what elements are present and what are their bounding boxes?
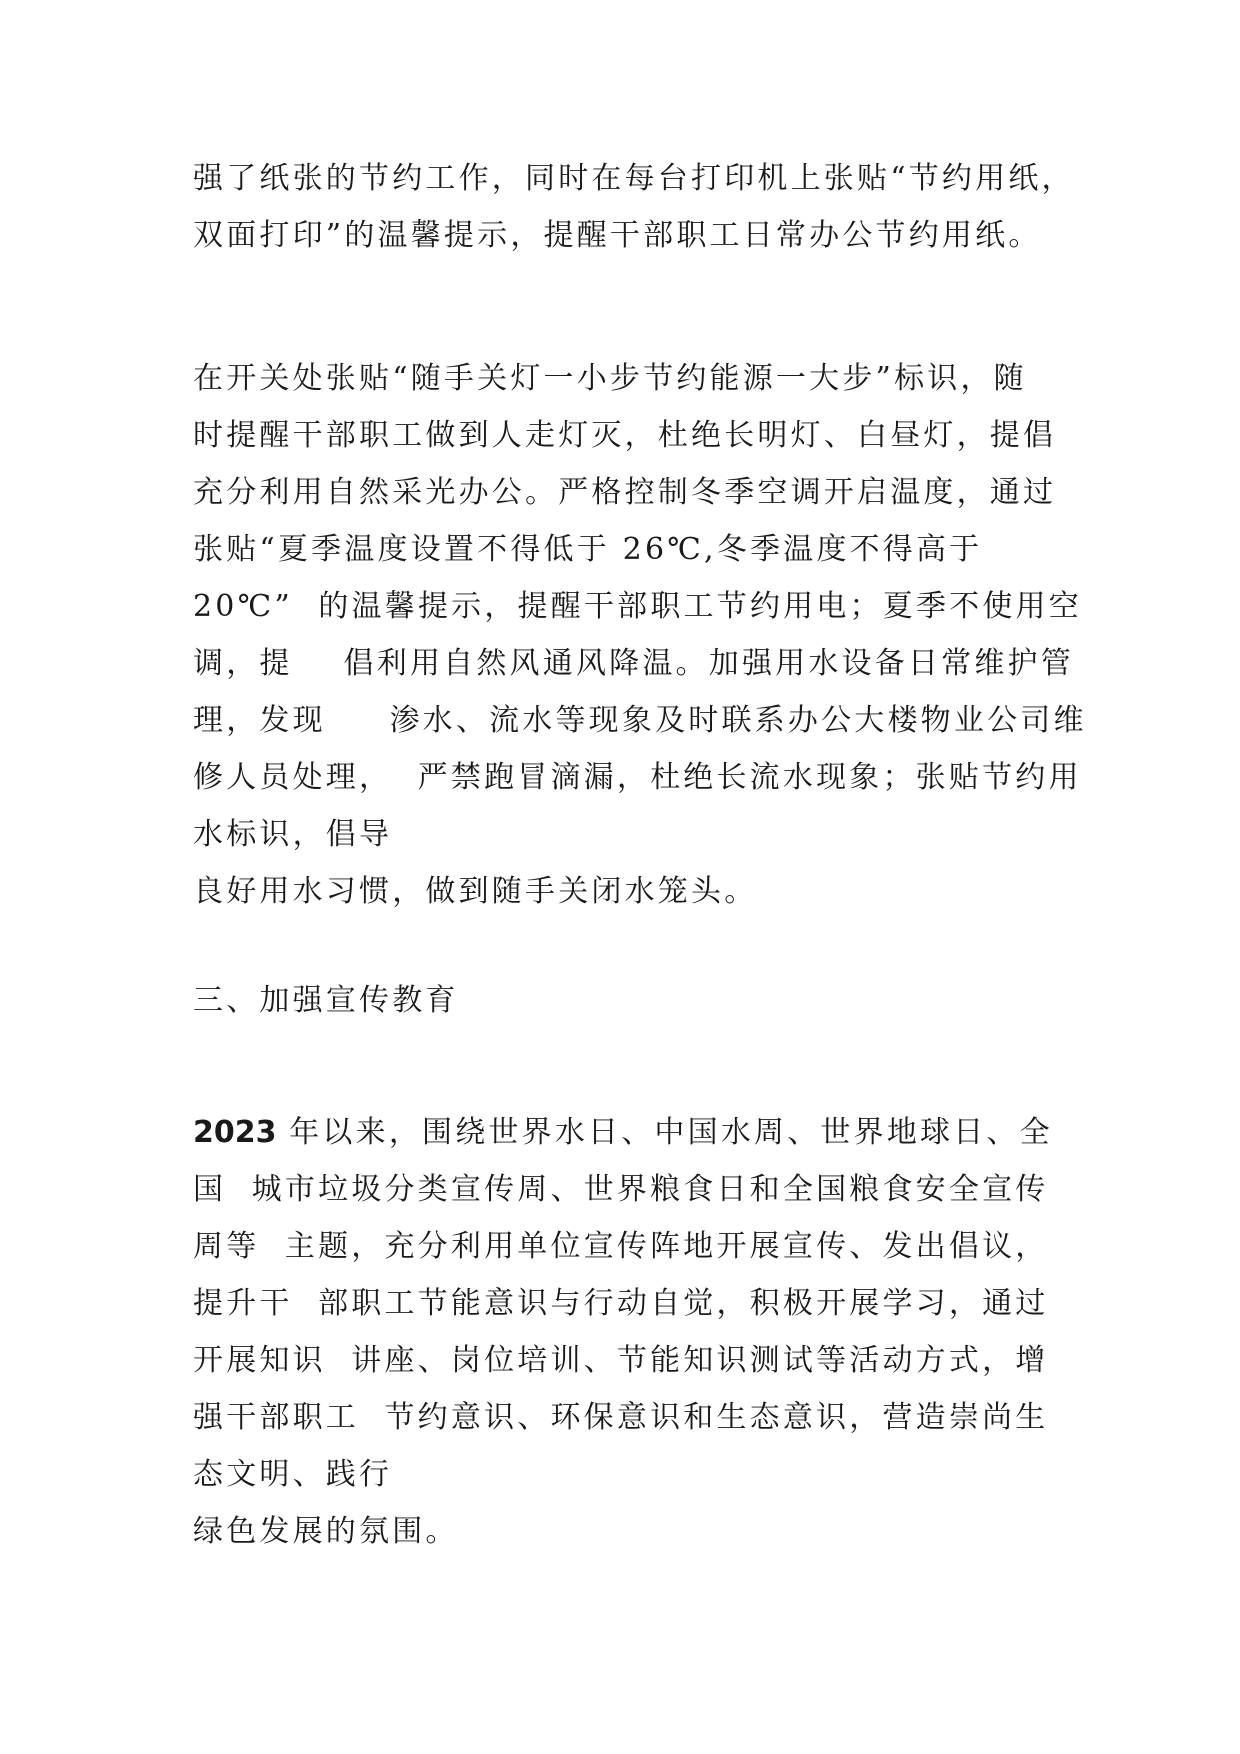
paragraph-line: 充分利用自然采光办公。严格控制冬季空调开启温度，通过 — [193, 475, 1057, 510]
paragraph-line: 周等 主题，充分利用单位宣传阵地开展宣传、发出倡议， — [193, 1229, 1049, 1264]
paragraph-line: 强干部职工 节约意识、环保意识和生态意识，营造崇尚生 — [193, 1400, 1049, 1435]
section-heading-text: 三、加强宣传教育 — [193, 983, 459, 1018]
paragraph-line: 态文明、践行 — [193, 1457, 393, 1492]
paragraph-publicity-education — [193, 1104, 1073, 1560]
paragraph-line: 张贴“夏季温度设置不得低于 26℃,冬季温度不得高于 — [193, 532, 983, 567]
year-text: 2023 — [193, 1115, 277, 1150]
paragraph-line: 强了纸张的节约工作，同时在每台打印机上张贴“节约用纸， — [193, 161, 1075, 196]
paragraph-line: 理，发现 渗水、流水等现象及时联系办公大楼物业公司维 — [193, 703, 1087, 738]
paragraph-line — [193, 1104, 1073, 1161]
paragraph-line: 开展知识 讲座、岗位培训、节能知识测试等活动方式，增 — [193, 1343, 1049, 1378]
paragraph-line: 国 城市垃圾分类宣传周、世界粮食日和全国粮食安全宣传 — [193, 1172, 1049, 1207]
paragraph-line: 修人员处理， 严禁跑冒滴漏，杜绝长流水现象；张贴节约用 — [193, 760, 1082, 795]
paragraph-energy-water-saving — [193, 350, 1087, 920]
paragraph-paper-saving — [193, 150, 1073, 264]
paragraph-line: 在开关处张贴“随手关灯一小步节约能源一大步”标识，随 — [193, 361, 1027, 396]
paragraph-line: 调，提 倡利用自然风通风降温。加强用水设备日常维护管 — [193, 646, 1074, 681]
paragraph-line: 提升干 部职工节能意识与行动自觉，积极开展学习，通过 — [193, 1286, 1049, 1321]
paragraph-line: 时提醒干部职工做到人走灯灭，杜绝长明灯、白昼灯，提倡 — [193, 418, 1057, 453]
paragraph-line: 绿色发展的氛围。 — [193, 1514, 459, 1549]
paragraph-line: 双面打印”的温馨提示，提醒干部职工日常办公节约用纸。 — [193, 218, 1042, 253]
paragraph-line: 20℃” 的温馨提示，提醒干部职工节约用电；夏季不使用空 — [193, 589, 1082, 624]
paragraph-line-text: 年以来，围绕世界水日、中国水周、世界地球日、全 — [276, 1115, 1053, 1150]
section-heading — [193, 972, 1073, 1029]
paragraph-line: 良好用水习惯，做到随手关闭水笼头。 — [193, 874, 758, 909]
paragraph-line: 水标识，倡导 — [193, 817, 393, 852]
